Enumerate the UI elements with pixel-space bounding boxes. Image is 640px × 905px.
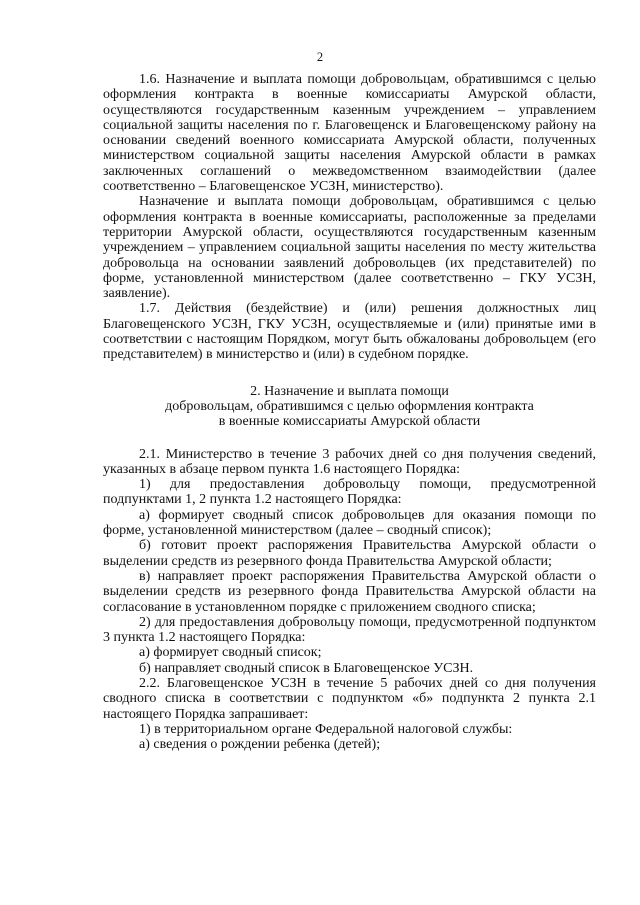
- body-paragraph: 1) в территориальном органе Федеральной налоговой службы:: [139, 721, 513, 737]
- body-paragraph: 1) для предоставления добровольцу помощи, предусмотренной подпунктами 1, 2 пункта 1.2 настоящего Порядка:: [103, 477, 596, 508]
- body-paragraph: а) формирует сводный список добровольцев для оказания помощи по форме, установленной министерством (далее – сводный список);: [103, 507, 596, 539]
- body-paragraph: а) сведения о рождении ребенка (детей);: [139, 737, 381, 753]
- body-paragraph: 1.7. Действия (бездействие) и (или) решения должностных лиц Благовещенского УСЗН, ГКУ УСЗН, осуществляемые и (или) принятые ими в соответствии с настоящим Порядком, могут быть обжалованы добровольцем (его представителем) в министерство и (или) в судебном порядке.: [103, 301, 596, 363]
- body-paragraph: б) направляет сводный список в Благовещенское УСЗН.: [139, 660, 474, 676]
- body-paragraph: 2.1. Министерство в течение 3 рабочих дней со дня получения сведений, указанных в абзаце первом пункта 1.6 настоящего Порядка:: [103, 446, 596, 477]
- body-paragraph: в) направляет проект распоряжения Правительства Амурской области о выделении средств из резервного фонда Правительства Амурской области на согласование в установленном порядке с приложением сводного списка;: [103, 568, 596, 615]
- section-heading: 2. Назначение и выплата помощи добровольцам, обратившимся с целью оформления контракта в военные комиссариаты Амурской области: [165, 383, 534, 430]
- document-body: [103, 72, 596, 752]
- body-paragraph: б) готовит проект распоряжения Правительства Амурской области о выделении средств из резервного фонда Правительства Амурской области;: [103, 538, 596, 569]
- body-paragraph: 1.6. Назначение и выплата помощи добровольцам, обратившимся с целью оформления контракта в военные комиссариаты Амурской области, осуществляются государственным казенным учреждением – управлением социальной защиты населения по г. Благовещенск и Благовещенскому району на основании сведений военного комиссариата Амурской области, полученных министерством социальной защиты населения Амурской области в рамках заключенных соглашений о межведомственном взаимодействии (далее соответственно – Благовещенское УСЗН, министерство).: [103, 72, 596, 195]
- body-paragraph: 2.2. Благовещенское УСЗН в течение 5 рабочих дней со дня получения сводного списка в соответствии с подпунктом «б» подпункта 2 пункта 2.1 настоящего Порядка запрашивает:: [103, 675, 596, 722]
- body-paragraph: 2) для предоставления добровольцу помощи, предусмотренной подпунктом 3 пункта 1.2 настоящего Порядка:: [103, 614, 596, 646]
- page-number: 2: [316, 50, 324, 64]
- body-paragraph: а) формирует сводный список;: [139, 645, 322, 661]
- body-paragraph: Назначение и выплата помощи добровольцам, обратившимся с целью оформления контракта в военные комиссариаты, расположенные за пределами территории Амурской области, осуществляются государственным казенным учреждением – управлением социальной защиты населения по месту жительства добровольца на основании заявлений добровольцев (их представителей) по форме, установленной министерством (далее соответственно – ГКУ УСЗН, заявление).: [103, 194, 596, 302]
